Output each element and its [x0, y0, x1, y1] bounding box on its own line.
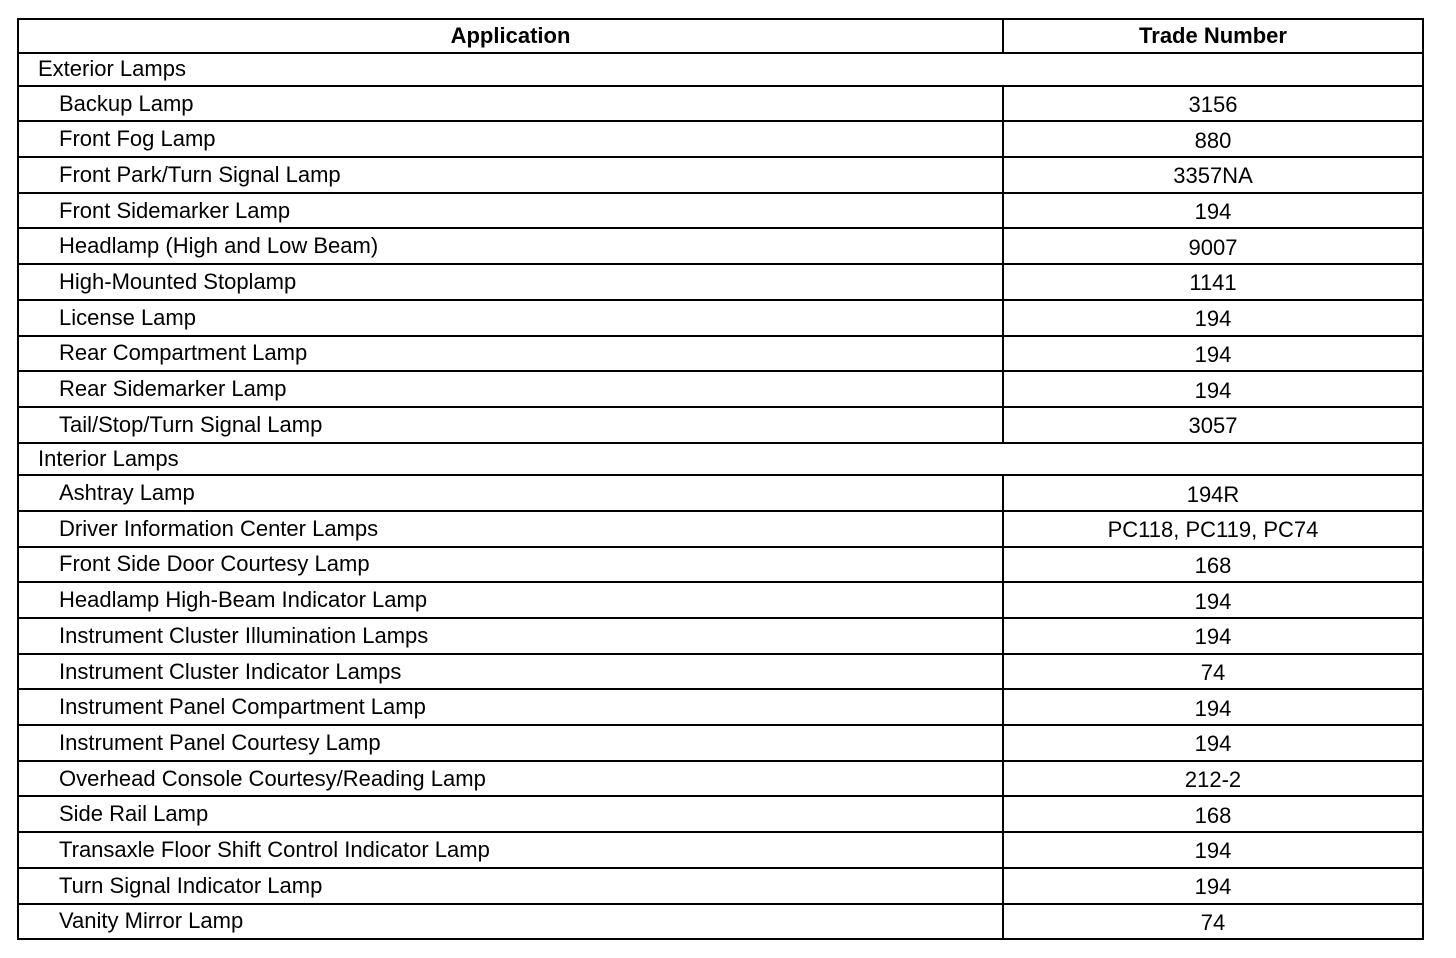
trade-number-cell: 194: [1003, 193, 1423, 229]
trade-number-cell: 212-2: [1003, 761, 1423, 797]
trade-number-cell: 194: [1003, 618, 1423, 654]
trade-number-cell: 1141: [1003, 264, 1423, 300]
section-title: Exterior Lamps: [18, 53, 1423, 86]
table-row: [18, 832, 1423, 868]
table-row: [18, 868, 1423, 904]
trade-number-cell: 194: [1003, 725, 1423, 761]
table-row: [18, 654, 1423, 690]
application-cell: Driver Information Center Lamps: [18, 511, 1003, 547]
table-row: [18, 689, 1423, 725]
trade-number-cell: 3357NA: [1003, 157, 1423, 193]
application-cell: Rear Compartment Lamp: [18, 336, 1003, 372]
application-cell: Front Park/Turn Signal Lamp: [18, 157, 1003, 193]
application-cell: Instrument Panel Compartment Lamp: [18, 689, 1003, 725]
table-row: [18, 904, 1423, 940]
lamp-trade-number-table: [17, 18, 1424, 940]
table-row: [18, 86, 1423, 122]
section-row: [18, 53, 1423, 86]
application-cell: High-Mounted Stoplamp: [18, 264, 1003, 300]
trade-number-cell: 194: [1003, 371, 1423, 407]
application-cell: Side Rail Lamp: [18, 796, 1003, 832]
application-cell: Vanity Mirror Lamp: [18, 904, 1003, 940]
table-row: [18, 193, 1423, 229]
application-cell: Instrument Panel Courtesy Lamp: [18, 725, 1003, 761]
trade-number-cell: 194: [1003, 832, 1423, 868]
table-row: [18, 228, 1423, 264]
trade-number-cell: 194: [1003, 336, 1423, 372]
trade-number-cell: 3057: [1003, 407, 1423, 443]
table-row: [18, 264, 1423, 300]
application-cell: Instrument Cluster Indicator Lamps: [18, 654, 1003, 690]
trade-number-cell: 194: [1003, 689, 1423, 725]
table-row: [18, 157, 1423, 193]
trade-number-cell: 168: [1003, 796, 1423, 832]
application-cell: Overhead Console Courtesy/Reading Lamp: [18, 761, 1003, 797]
table-row: [18, 582, 1423, 618]
table-row: [18, 121, 1423, 157]
application-cell: License Lamp: [18, 300, 1003, 336]
table-row: [18, 725, 1423, 761]
table-row: [18, 796, 1423, 832]
table-row: [18, 407, 1423, 443]
table-row: [18, 761, 1423, 797]
trade-number-cell: 74: [1003, 654, 1423, 690]
application-cell: Ashtray Lamp: [18, 475, 1003, 511]
trade-number-cell: 194: [1003, 868, 1423, 904]
application-cell: Turn Signal Indicator Lamp: [18, 868, 1003, 904]
table-row: [18, 371, 1423, 407]
trade-number-cell: 194R: [1003, 475, 1423, 511]
trade-number-cell: 3156: [1003, 86, 1423, 122]
header-row: [18, 19, 1423, 53]
table-row: [18, 336, 1423, 372]
table-row: [18, 618, 1423, 654]
application-cell: Rear Sidemarker Lamp: [18, 371, 1003, 407]
trade-number-cell: 168: [1003, 547, 1423, 583]
application-cell: Headlamp (High and Low Beam): [18, 228, 1003, 264]
application-cell: Headlamp High-Beam Indicator Lamp: [18, 582, 1003, 618]
trade-number-cell: 194: [1003, 582, 1423, 618]
section-title: Interior Lamps: [18, 443, 1423, 476]
table-row: [18, 547, 1423, 583]
trade-number-cell: 74: [1003, 904, 1423, 940]
trade-number-header: Trade Number: [1003, 19, 1423, 53]
table-row: [18, 475, 1423, 511]
application-cell: Backup Lamp: [18, 86, 1003, 122]
trade-number-cell: 880: [1003, 121, 1423, 157]
application-cell: Tail/Stop/Turn Signal Lamp: [18, 407, 1003, 443]
application-cell: Front Side Door Courtesy Lamp: [18, 547, 1003, 583]
application-header: Application: [18, 19, 1003, 53]
application-cell: Instrument Cluster Illumination Lamps: [18, 618, 1003, 654]
trade-number-cell: 194: [1003, 300, 1423, 336]
trade-number-cell: PC118, PC119, PC74: [1003, 511, 1423, 547]
trade-number-cell: 9007: [1003, 228, 1423, 264]
application-cell: Front Sidemarker Lamp: [18, 193, 1003, 229]
section-row: [18, 443, 1423, 476]
table-row: [18, 511, 1423, 547]
table-row: [18, 300, 1423, 336]
application-cell: Transaxle Floor Shift Control Indicator Lamp: [18, 832, 1003, 868]
application-cell: Front Fog Lamp: [18, 121, 1003, 157]
